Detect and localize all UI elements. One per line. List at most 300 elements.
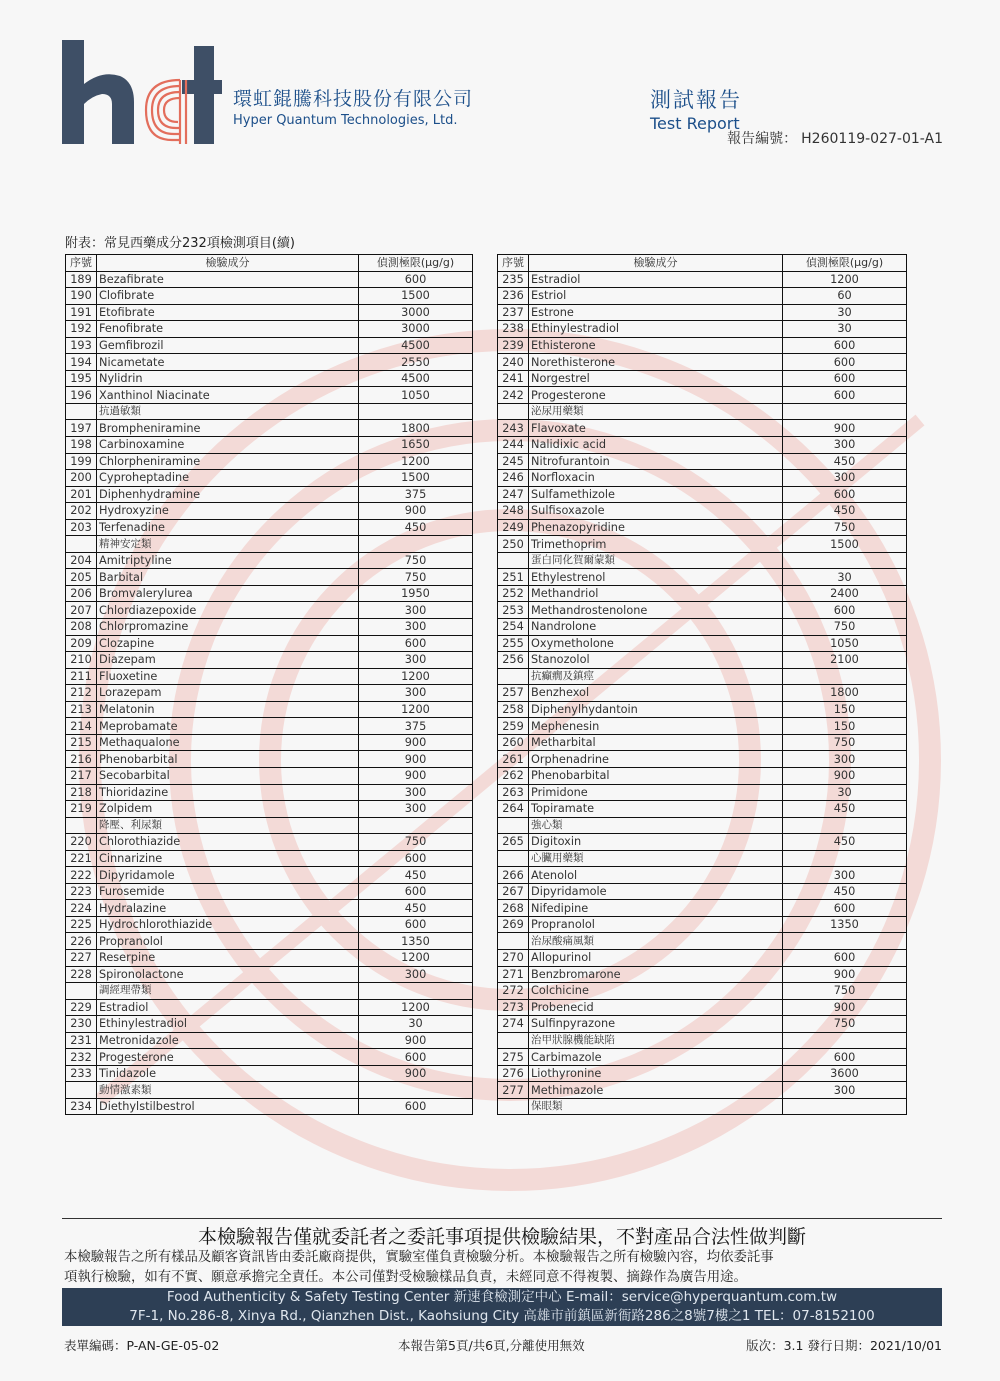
- detection-limit: 3000: [359, 321, 473, 338]
- detection-limit: 300: [359, 685, 473, 702]
- detection-limit: 1500: [783, 536, 907, 553]
- row-number: 217: [66, 767, 97, 784]
- row-number: 273: [498, 999, 529, 1016]
- item-name: Orphenadrine: [529, 751, 783, 768]
- detection-limit: 1200: [359, 668, 473, 685]
- table-row: [66, 602, 473, 619]
- report-title-en: Test Report: [650, 114, 740, 133]
- detection-limit: 450: [783, 503, 907, 520]
- item-name: 治甲狀腺機能缺陷: [529, 1032, 783, 1049]
- detection-limit: 60: [783, 288, 907, 305]
- row-number: [498, 668, 529, 685]
- row-number: 255: [498, 635, 529, 652]
- item-name: Hydrochlorothiazide: [97, 916, 359, 933]
- item-name: Progesterone: [97, 1049, 359, 1066]
- detection-limit: 300: [783, 1082, 907, 1099]
- row-number: 264: [498, 801, 529, 818]
- table-row: [498, 652, 907, 669]
- item-name: Barbital: [97, 569, 359, 586]
- item-name: Methimazole: [529, 1082, 783, 1099]
- row-number: [498, 1032, 529, 1049]
- detection-limit: 600: [359, 1098, 473, 1115]
- row-number: [66, 1082, 97, 1099]
- item-name: Spironolactone: [97, 966, 359, 983]
- item-name: 抗過敏類: [97, 403, 359, 420]
- item-name: Nitrofurantoin: [529, 453, 783, 470]
- detection-limit: 300: [359, 602, 473, 619]
- item-name: Clofibrate: [97, 288, 359, 305]
- detection-limit: 300: [783, 867, 907, 884]
- item-name: Digitoxin: [529, 834, 783, 851]
- table-row: [498, 420, 907, 437]
- item-name: Stanozolol: [529, 652, 783, 669]
- category-row: [66, 983, 473, 1000]
- row-number: 208: [66, 619, 97, 636]
- row-number: 197: [66, 420, 97, 437]
- item-name: Ethisterone: [529, 337, 783, 354]
- table-row: [498, 1082, 907, 1099]
- detection-limit: 1650: [359, 437, 473, 454]
- row-number: 271: [498, 966, 529, 983]
- detection-limit: 450: [783, 834, 907, 851]
- item-name: 動情激素類: [97, 1082, 359, 1099]
- table-row: [66, 900, 473, 917]
- row-number: 276: [498, 1065, 529, 1082]
- item-name: Diazepam: [97, 652, 359, 669]
- table-row: [66, 420, 473, 437]
- row-number: 193: [66, 337, 97, 354]
- row-number: 237: [498, 304, 529, 321]
- table-row: [498, 1016, 907, 1033]
- row-number: 225: [66, 916, 97, 933]
- row-number: [66, 403, 97, 420]
- disclaimer-text: [64, 1248, 944, 1288]
- detection-limit: 30: [359, 1016, 473, 1033]
- table-row: [498, 486, 907, 503]
- item-name: Cyproheptadine: [97, 470, 359, 487]
- item-name: Sulfinpyrazone: [529, 1016, 783, 1033]
- table-row: [498, 453, 907, 470]
- row-number: 235: [498, 271, 529, 288]
- item-name: Colchicine: [529, 983, 783, 1000]
- table-header-row: [498, 255, 907, 272]
- detection-limit: 30: [783, 569, 907, 586]
- row-number: 198: [66, 437, 97, 454]
- category-row: [498, 1032, 907, 1049]
- detection-limit: 750: [359, 552, 473, 569]
- item-name: Mephenesin: [529, 718, 783, 735]
- item-name: Propranolol: [529, 916, 783, 933]
- detection-limit: 1350: [783, 916, 907, 933]
- item-name: 調經理帶類: [97, 983, 359, 1000]
- item-name: Zolpidem: [97, 801, 359, 818]
- detection-limit: 1500: [359, 470, 473, 487]
- page-info: 本報告第5頁/共6頁,分離使用無效: [398, 1338, 585, 1353]
- table-row: [498, 801, 907, 818]
- table-row: [498, 304, 907, 321]
- row-number: 220: [66, 834, 97, 851]
- detection-limit: 300: [359, 784, 473, 801]
- row-number: 224: [66, 900, 97, 917]
- item-name: Phenobarbital: [529, 767, 783, 784]
- table-row: [66, 718, 473, 735]
- row-number: 211: [66, 668, 97, 685]
- item-name: Hydroxyzine: [97, 503, 359, 520]
- detection-limit: 600: [783, 370, 907, 387]
- detection-limit: 4500: [359, 337, 473, 354]
- row-number: 201: [66, 486, 97, 503]
- item-name: Fenofibrate: [97, 321, 359, 338]
- table-row: [66, 552, 473, 569]
- header-limit: 偵測極限(μg/g): [359, 255, 473, 272]
- table-row: [66, 701, 473, 718]
- row-number: 238: [498, 321, 529, 338]
- row-number: 221: [66, 850, 97, 867]
- row-number: 251: [498, 569, 529, 586]
- table-row: [498, 536, 907, 553]
- detection-limit: 750: [783, 519, 907, 536]
- item-name: Hydralazine: [97, 900, 359, 917]
- row-number: [498, 850, 529, 867]
- row-number: 274: [498, 1016, 529, 1033]
- item-name: Norethisterone: [529, 354, 783, 371]
- item-name: Ethylestrenol: [529, 569, 783, 586]
- detection-limit: 4500: [359, 370, 473, 387]
- disclaimer-line-1: 本檢驗報告之所有樣品及顧客資訊皆由委託廠商提供，實驗室僅負責檢驗分析。本檢驗報告之所有檢驗內容，均依委託事: [64, 1250, 774, 1265]
- detection-limit: 600: [783, 900, 907, 917]
- header-no: 序號: [498, 255, 529, 272]
- table-row: [498, 288, 907, 305]
- item-name: Amitriptyline: [97, 552, 359, 569]
- detection-limit: 1050: [783, 635, 907, 652]
- table-row: [498, 569, 907, 586]
- detection-limit: 450: [783, 883, 907, 900]
- contact-line-1: Food Authenticity & Safety Testing Center 新速食檢測定中心 E-mail：service@hyperquantum.com.tw: [166, 1289, 838, 1305]
- category-row: [498, 1098, 907, 1115]
- report-title: [650, 84, 742, 133]
- row-number: [498, 1098, 529, 1115]
- item-name: Estrone: [529, 304, 783, 321]
- table-caption: 附表：常見西藥成分232項檢測項目(續): [65, 236, 295, 251]
- item-name: Nylidrin: [97, 370, 359, 387]
- row-number: 226: [66, 933, 97, 950]
- row-number: 266: [498, 867, 529, 884]
- detection-limit: 1350: [359, 933, 473, 950]
- row-number: 258: [498, 701, 529, 718]
- detection-limit: 300: [783, 437, 907, 454]
- row-number: 231: [66, 1032, 97, 1049]
- table-row: [498, 503, 907, 520]
- detection-limit: 1200: [359, 701, 473, 718]
- row-number: [498, 817, 529, 834]
- company-name-en: Hyper Quantum Technologies, Ltd.: [233, 113, 458, 128]
- table-row: [498, 337, 907, 354]
- table-row: [498, 900, 907, 917]
- detection-limit: 2550: [359, 354, 473, 371]
- item-name: 泌尿用藥類: [529, 403, 783, 420]
- table-row: [66, 271, 473, 288]
- table-row: [66, 304, 473, 321]
- row-number: 192: [66, 321, 97, 338]
- item-name: Phenobarbital: [97, 751, 359, 768]
- table-row: [498, 883, 907, 900]
- detection-limit: 900: [783, 767, 907, 784]
- item-name: Probenecid: [529, 999, 783, 1016]
- row-number: 215: [66, 734, 97, 751]
- item-name: Estriol: [529, 288, 783, 305]
- category-row: [498, 933, 907, 950]
- item-name: Nicametate: [97, 354, 359, 371]
- item-name: Chlorpromazine: [97, 619, 359, 636]
- detection-limit: 375: [359, 486, 473, 503]
- form-number: 表單編碼：P-AN-GE-05-02: [64, 1338, 220, 1353]
- table-row: [66, 503, 473, 520]
- item-name: Progesterone: [529, 387, 783, 404]
- row-number: 195: [66, 370, 97, 387]
- item-name: Ethinylestradiol: [529, 321, 783, 338]
- report-number-label: 報告編號：: [727, 131, 798, 147]
- table-row: [498, 585, 907, 602]
- row-number: 253: [498, 602, 529, 619]
- item-name: Ethinylestradiol: [97, 1016, 359, 1033]
- company-name: [233, 84, 473, 128]
- table-row: [498, 1065, 907, 1082]
- table-row: [498, 635, 907, 652]
- row-number: 212: [66, 685, 97, 702]
- item-name: Nifedipine: [529, 900, 783, 917]
- row-number: 254: [498, 619, 529, 636]
- detection-limit: 600: [783, 602, 907, 619]
- category-row: [66, 536, 473, 553]
- detection-limit: 1800: [783, 685, 907, 702]
- item-name: Cinnarizine: [97, 850, 359, 867]
- row-number: 268: [498, 900, 529, 917]
- hqt-logo: [62, 40, 222, 144]
- item-name: Reserpine: [97, 949, 359, 966]
- table-row: [498, 321, 907, 338]
- table-row: [498, 966, 907, 983]
- item-name: Secobarbital: [97, 767, 359, 784]
- detection-limit: 750: [359, 834, 473, 851]
- row-number: 263: [498, 784, 529, 801]
- item-name: Metronidazole: [97, 1032, 359, 1049]
- table-row: [498, 999, 907, 1016]
- detection-limit: 30: [783, 321, 907, 338]
- row-number: 200: [66, 470, 97, 487]
- item-name: Etofibrate: [97, 304, 359, 321]
- row-number: 233: [66, 1065, 97, 1082]
- row-number: 228: [66, 966, 97, 983]
- table-row: [66, 784, 473, 801]
- item-name: Lorazepam: [97, 685, 359, 702]
- table-row: [66, 370, 473, 387]
- table-row: [66, 801, 473, 818]
- table-row: [66, 999, 473, 1016]
- item-name: Methaqualone: [97, 734, 359, 751]
- row-number: 213: [66, 701, 97, 718]
- detection-limit: [783, 1098, 907, 1115]
- detection-limit: 450: [783, 801, 907, 818]
- row-number: 241: [498, 370, 529, 387]
- table-row: [66, 767, 473, 784]
- item-name: 蛋白同化賀爾蒙類: [529, 552, 783, 569]
- table-row: [66, 470, 473, 487]
- table-row: [498, 983, 907, 1000]
- row-number: 240: [498, 354, 529, 371]
- detection-limit: 600: [359, 635, 473, 652]
- detection-limit: [359, 817, 473, 834]
- table-row: [66, 916, 473, 933]
- item-name: Xanthinol Niacinate: [97, 387, 359, 404]
- table-row: [66, 635, 473, 652]
- report-number-value: H260119-027-01-A1: [801, 131, 943, 147]
- row-number: 244: [498, 437, 529, 454]
- detection-limit: 600: [783, 949, 907, 966]
- detection-limit: 300: [359, 966, 473, 983]
- item-name: Atenolol: [529, 867, 783, 884]
- item-name: Oxymetholone: [529, 635, 783, 652]
- row-number: 234: [66, 1098, 97, 1115]
- contact-band: [62, 1288, 942, 1326]
- detection-limit: 150: [783, 718, 907, 735]
- row-number: 252: [498, 585, 529, 602]
- detection-limit: 900: [359, 1032, 473, 1049]
- header-name: 檢驗成分: [97, 255, 359, 272]
- item-name: 抗癲癇及鎮痙: [529, 668, 783, 685]
- item-name: Brompheniramine: [97, 420, 359, 437]
- table-row: [66, 1032, 473, 1049]
- item-name: Estradiol: [97, 999, 359, 1016]
- table-row: [66, 668, 473, 685]
- item-name: Trimethoprim: [529, 536, 783, 553]
- table-row: [498, 271, 907, 288]
- row-number: 247: [498, 486, 529, 503]
- table-row: [66, 1016, 473, 1033]
- item-name: Norgestrel: [529, 370, 783, 387]
- table-row: [66, 867, 473, 884]
- item-name: Estradiol: [529, 271, 783, 288]
- row-number: 189: [66, 271, 97, 288]
- row-number: 222: [66, 867, 97, 884]
- detection-limit: 1200: [359, 999, 473, 1016]
- row-number: 232: [66, 1049, 97, 1066]
- item-name: Dipyridamole: [97, 867, 359, 884]
- table-row: [498, 470, 907, 487]
- row-number: 199: [66, 453, 97, 470]
- table-row: [498, 1049, 907, 1066]
- row-number: 206: [66, 585, 97, 602]
- detection-limit: 600: [783, 354, 907, 371]
- table-row: [66, 337, 473, 354]
- detection-limit: 600: [783, 387, 907, 404]
- detection-limit: 375: [359, 718, 473, 735]
- right-items-table: [497, 254, 907, 1115]
- item-name: Diphenylhydantoin: [529, 701, 783, 718]
- row-number: 207: [66, 602, 97, 619]
- row-number: 210: [66, 652, 97, 669]
- category-row: [66, 817, 473, 834]
- table-row: [66, 1049, 473, 1066]
- detection-limit: 300: [359, 801, 473, 818]
- item-name: Phenazopyridine: [529, 519, 783, 536]
- detection-limit: [783, 668, 907, 685]
- item-name: Sulfamethizole: [529, 486, 783, 503]
- contact-line-2: 7F-1, No.286-8, Xinya Rd., Qianzhen Dist., Kaohsiung City 高雄市前鎮區新衙路286之8號7樓之1 TEL：07-8152100: [129, 1308, 875, 1324]
- table-row: [66, 734, 473, 751]
- item-name: Melatonin: [97, 701, 359, 718]
- detection-limit: 3000: [359, 304, 473, 321]
- table-row: [498, 519, 907, 536]
- item-name: Chlorpheniramine: [97, 453, 359, 470]
- item-name: Flavoxate: [529, 420, 783, 437]
- detection-limit: 450: [359, 867, 473, 884]
- row-number: 277: [498, 1082, 529, 1099]
- item-name: Liothyronine: [529, 1065, 783, 1082]
- detection-limit: [359, 536, 473, 553]
- detection-limit: 1200: [359, 453, 473, 470]
- detection-limit: 750: [359, 569, 473, 586]
- table-row: [66, 834, 473, 851]
- table-row: [66, 288, 473, 305]
- row-number: 260: [498, 734, 529, 751]
- row-number: 194: [66, 354, 97, 371]
- version-info: 版次：3.1 發行日期：2021/10/01: [746, 1338, 942, 1353]
- table-row: [498, 387, 907, 404]
- row-number: 269: [498, 916, 529, 933]
- table-row: [498, 619, 907, 636]
- row-number: 243: [498, 420, 529, 437]
- item-name: Diethylstilbestrol: [97, 1098, 359, 1115]
- row-number: 196: [66, 387, 97, 404]
- row-number: [66, 983, 97, 1000]
- row-number: [66, 536, 97, 553]
- detection-limit: 1950: [359, 585, 473, 602]
- row-number: 219: [66, 801, 97, 818]
- category-row: [66, 403, 473, 420]
- item-name: Primidone: [529, 784, 783, 801]
- table-row: [498, 701, 907, 718]
- row-number: 259: [498, 718, 529, 735]
- item-name: Gemfibrozil: [97, 337, 359, 354]
- detection-limit: 1050: [359, 387, 473, 404]
- table-row: [66, 1065, 473, 1082]
- category-row: [66, 1082, 473, 1099]
- detection-limit: 750: [783, 1016, 907, 1033]
- item-name: Meprobamate: [97, 718, 359, 735]
- table-row: [498, 734, 907, 751]
- row-number: 250: [498, 536, 529, 553]
- item-name: Allopurinol: [529, 949, 783, 966]
- table-row: [66, 933, 473, 950]
- row-number: 236: [498, 288, 529, 305]
- row-number: 265: [498, 834, 529, 851]
- detection-limit: 900: [359, 767, 473, 784]
- item-name: Benzbromarone: [529, 966, 783, 983]
- item-name: 治尿酸痛風類: [529, 933, 783, 950]
- detection-limit: 600: [359, 1049, 473, 1066]
- detection-limit: 600: [359, 850, 473, 867]
- item-name: 精神安定類: [97, 536, 359, 553]
- table-row: [66, 751, 473, 768]
- table-row: [66, 437, 473, 454]
- item-name: Norfloxacin: [529, 470, 783, 487]
- detection-limit: 2400: [783, 585, 907, 602]
- row-number: 214: [66, 718, 97, 735]
- detection-limit: 450: [359, 519, 473, 536]
- detection-limit: 600: [783, 1049, 907, 1066]
- row-number: 209: [66, 635, 97, 652]
- item-name: Diphenhydramine: [97, 486, 359, 503]
